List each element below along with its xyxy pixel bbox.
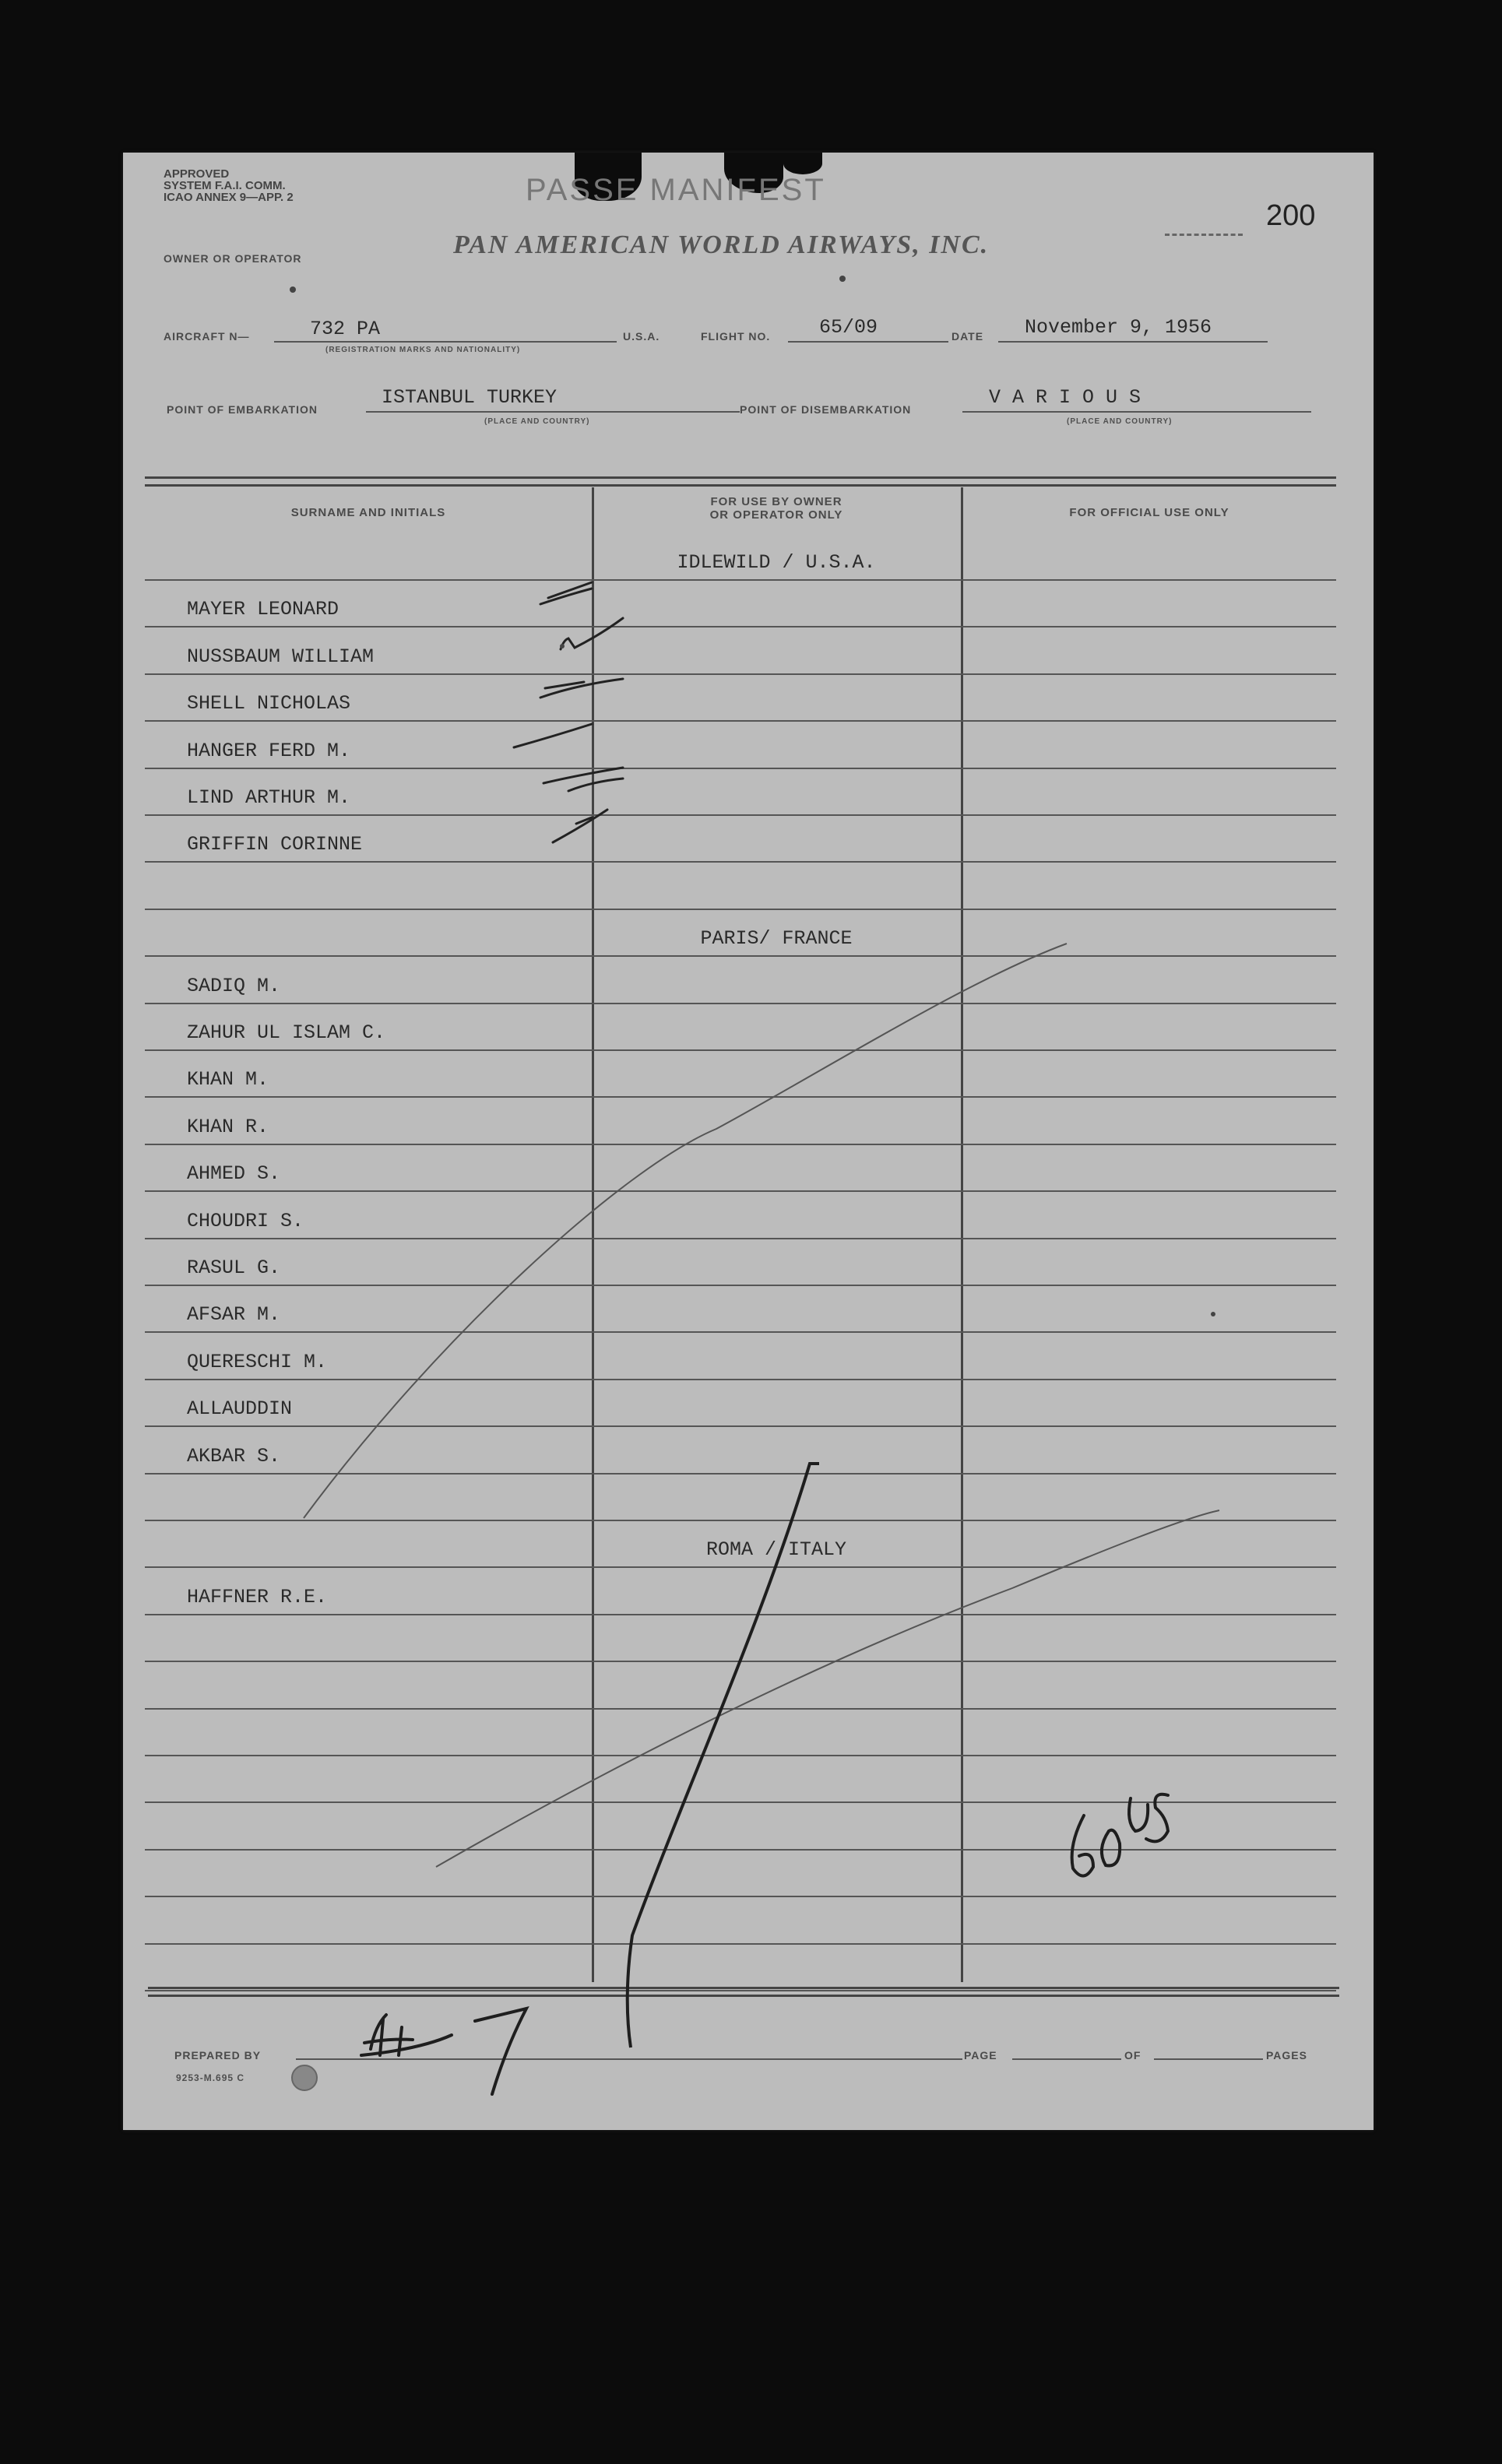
flight-value: 65/09 xyxy=(819,316,878,339)
passenger-name: MAYER LEONARD xyxy=(187,598,339,620)
passenger-name: SHELL NICHOLAS xyxy=(187,692,351,715)
embark-value: ISTANBUL TURKEY xyxy=(382,386,558,409)
passenger-name: ALLAUDDIN xyxy=(187,1397,293,1420)
col-surname-header: SURNAME AND INITIALS xyxy=(290,506,446,519)
passenger-name: CHOUDRI S. xyxy=(187,1210,304,1232)
checkmarks xyxy=(514,582,623,842)
checkmark-6 xyxy=(553,810,607,842)
form-code: 9253-M.695 C xyxy=(176,2072,245,2083)
disembark-label: POINT OF DISEMBARKATION xyxy=(740,403,912,416)
disembark-value: V A R I O U S xyxy=(989,386,1141,409)
checkmark-3 xyxy=(540,679,623,698)
passenger-name: GRIFFIN CORINNE xyxy=(187,833,363,856)
passenger-name: RASUL G. xyxy=(187,1257,281,1279)
diagonal-strike-1 xyxy=(304,944,1067,1518)
form-title: PASSE MANIFEST xyxy=(526,173,826,207)
passenger-name: QUERESCHI M. xyxy=(187,1351,328,1373)
approval-line-2: SYSTEM F.A.I. COMM. xyxy=(164,179,286,192)
page-label: PAGE xyxy=(964,2049,997,2062)
passenger-name: SADIQ M. xyxy=(187,975,281,997)
approval-line-3: ICAO ANNEX 9—APP. 2 xyxy=(164,191,294,204)
signature-mark xyxy=(361,2009,526,2094)
col-owner-header-line-1: FOR USE BY OWNER xyxy=(710,495,842,508)
country-label: U.S.A. xyxy=(623,330,660,343)
checkmark-1 xyxy=(540,582,592,604)
passenger-name: AFSAR M. xyxy=(187,1303,281,1326)
col-owner-header-line-2: OR OPERATOR ONLY xyxy=(709,508,843,522)
vertical-stroke-mark xyxy=(628,1464,819,2047)
aircraft-value: 732 PA xyxy=(310,318,381,340)
passenger-name: KHAN M. xyxy=(187,1068,269,1091)
passenger-name: LIND ARTHUR M. xyxy=(187,786,351,809)
handwritten-60s xyxy=(1072,1794,1168,1876)
of-label: OF xyxy=(1124,2049,1141,2062)
paper-specks xyxy=(290,276,1215,1316)
destination-label: ROMA / ITALY xyxy=(705,1538,847,1561)
passenger-name: HAFFNER R.E. xyxy=(187,1586,328,1608)
col-official-header: FOR OFFICIAL USE ONLY xyxy=(1069,506,1229,519)
date-value: November 9, 1956 xyxy=(1025,316,1212,339)
date-label: DATE xyxy=(952,330,984,343)
passenger-name: NUSSBAUM WILLIAM xyxy=(187,645,375,668)
passenger-name: ZAHUR UL ISLAM C. xyxy=(187,1021,386,1044)
passenger-name: AKBAR S. xyxy=(187,1445,281,1468)
flight-label: FLIGHT NO. xyxy=(701,330,771,343)
pages-label: PAGES xyxy=(1266,2049,1307,2062)
passenger-name: AHMED S. xyxy=(187,1162,281,1185)
aircraft-label: AIRCRAFT N— xyxy=(164,330,250,343)
passenger-name: HANGER FERD M. xyxy=(187,740,351,762)
operator-name: PAN AMERICAN WORLD AIRWAYS, INC. xyxy=(453,230,990,259)
prepared-label: PREPARED BY xyxy=(174,2049,262,2062)
registration-caption: (REGISTRATION MARKS AND NATIONALITY) xyxy=(325,346,521,354)
embark-caption: (PLACE AND COUNTRY) xyxy=(484,417,590,426)
owner-label: OWNER OR OPERATOR xyxy=(164,252,302,265)
embark-label: POINT OF EMBARKATION xyxy=(167,403,318,416)
destination-label: PARIS/ FRANCE xyxy=(700,927,853,950)
destination-label: IDLEWILD / U.S.A. xyxy=(677,551,876,574)
diagonal-strike-2 xyxy=(436,1510,1219,1867)
passenger-name: KHAN R. xyxy=(187,1116,269,1138)
checkmark-4 xyxy=(514,724,592,747)
disembark-caption: (PLACE AND COUNTRY) xyxy=(1067,417,1173,426)
checkmark-2 xyxy=(561,618,623,649)
checkmark-5 xyxy=(543,768,623,791)
approval-line-1: APPROVED xyxy=(164,167,230,181)
page-number: 200 xyxy=(1266,199,1316,232)
